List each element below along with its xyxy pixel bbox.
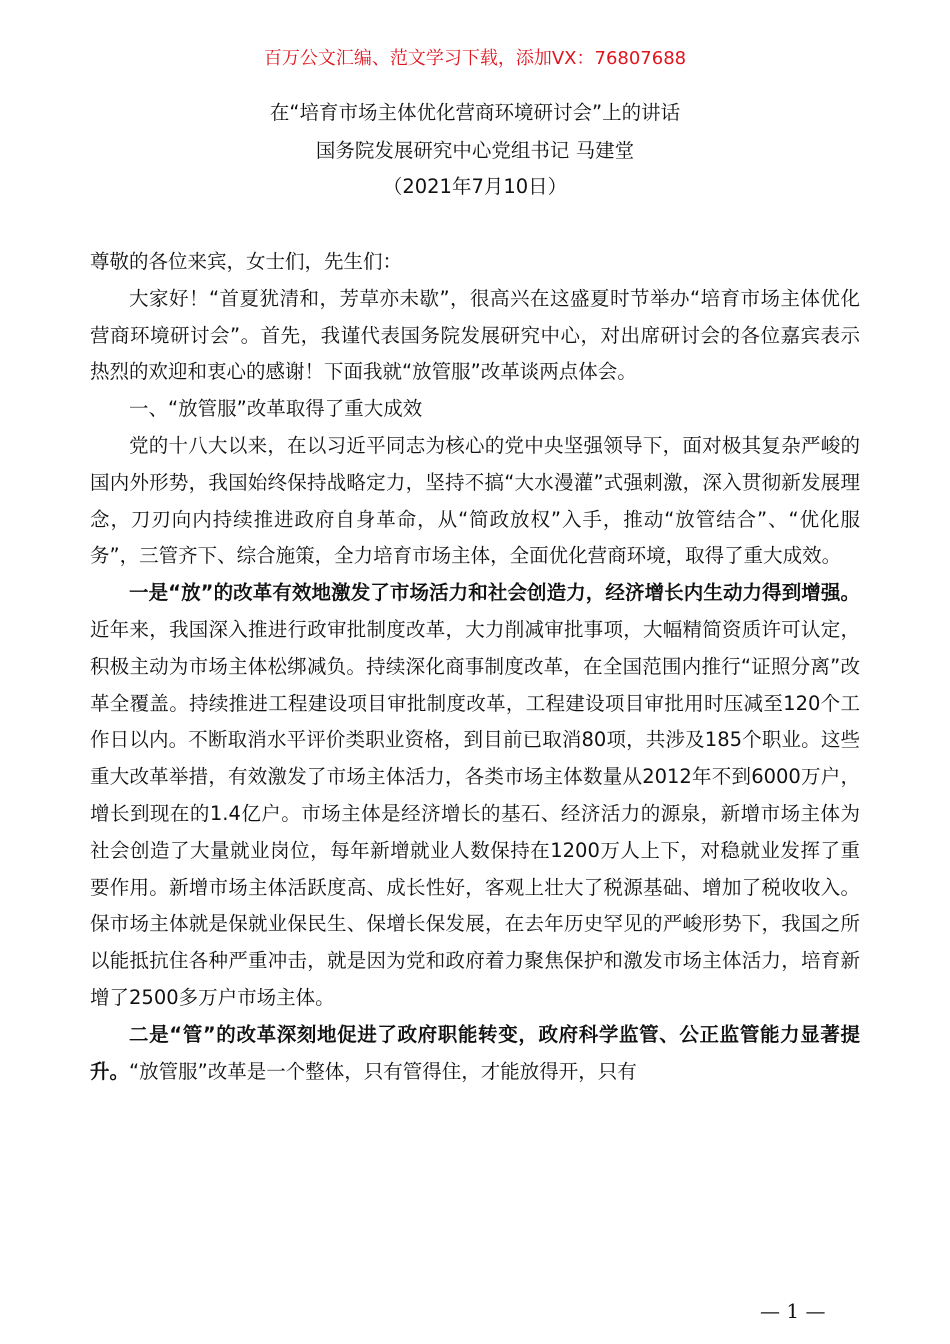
paragraph-achievements: 党的十八大以来，在以习近平同志为核心的党中央坚强领导下，面对极其复杂严峻的国内外形势，我国始终保持战略定力，坚持不搞“大水漫灌”式强刺激，深入贯彻新发展理念，刀刃向内持续推进政府自身革命，从“简政放权”入手，推动“放管结合”、“优化服务”，三管齐下、综合施策，全力培育市场主体，全面优化营商环境，取得了重大成效。 [90,433,860,568]
speech-date: （2021年7月10日） [382,175,568,198]
paragraph-opening: 大家好！“首夏犹清和，芳草亦未歇”，很高兴在这盛夏时节举办“培育市场主体优化营商环境研讨会”。首先，我谨代表国务院发展研究中心，对出席研讨会的各位嘉宾表示热烈的欢迎和衷心的感谢！下面我就“放管服”改革谈两点体会。 [90,286,860,384]
speech-body [90,244,860,1090]
speaker-line: 国务院发展研究中心党组书记 马建堂 [315,139,635,162]
section-heading-1: 一、“放管服”改革取得了重大成效 [129,397,423,421]
salutation: 尊敬的各位来宾，女士们，先生们： [90,250,403,273]
point-two-text: “放管服”改革是一个整体，只有管得住，才能放得开，只有 [129,1059,637,1083]
page-number: — 1 — [760,1299,826,1323]
paragraph-point-two [90,1017,860,1091]
point-two-lead: 二是“管”的改革深刻地促进了政府职能转变，政府科学监管、公正监管能力显著提升。 [90,1022,860,1083]
watermark-banner: 百万公文汇编、范文学习下载，添加VX：76807688 [263,48,687,69]
paragraph-point-one [90,575,860,1017]
point-one-lead: 一是“放”的改革有效地激发了市场活力和社会创造力，经济增长内生动力得到增强。 [129,581,860,605]
point-one-text: 近年来，我国深入推进行政审批制度改革，大力削减审批事项，大幅精简资质许可认定，积极主动为市场主体松绑减负。持续深化商事制度改革，在全国范围内推行“证照分离”改革全覆盖。持续推进工程建设项目审批制度改革，工程建设项目审批用时压减至120个工作日以内。不断取消水平评价类职业资格，到目前已取消80项，共涉及185个职业。这些重大改革举措，有效激发了市场主体活力，各类市场主体数量从2012年不到6000万户，增长到现在的1.4亿户。市场主体是经济增长的基石、经济活力的源泉，新增市场主体为社会创造了大量就业岗位，每年新增就业人数保持在1200万人上下，对稳就业发挥了重要作用。新增市场主体活跃度高、成长性好，客观上壮大了税源基础、增加了税收收入。保市场主体就是保就业保民生、保增长保发展，在去年历史罕见的严峻形势下，我国之所以能抵抗住各种严重冲击，就是因为党和政府着力聚焦保护和激发市场主体活力，培育新增了2500多万户市场主体。 [90,617,860,1009]
speech-title: 在“培育市场主体优化营商环境研讨会”上的讲话 [269,101,681,124]
